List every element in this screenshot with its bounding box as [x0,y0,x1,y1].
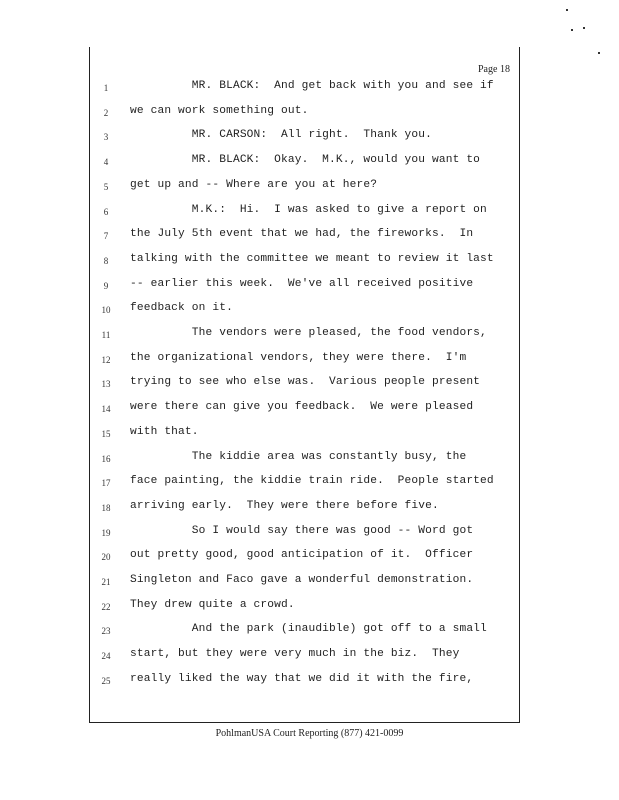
line-text: the organizational vendors, they were there. I'm [130,351,467,364]
line-number: 5 [103,181,109,192]
line-number: 21 [101,577,111,587]
line-number: 13 [101,379,111,390]
line-text: The kiddie area was constantly busy, the [130,450,467,463]
line-number: 14 [101,404,111,415]
line-text: MR. BLACK: Okay. M.K., would you want to [130,154,481,167]
line-text: MR. CARSON: All right. Thank you. [130,129,432,142]
transcript-line [0,574,619,590]
scan-speck [598,52,600,54]
line-text: The vendors were pleased, the food vendors, [130,327,487,339]
line-number: 2 [103,107,109,118]
line-text: arriving early. They were there before five. [130,499,439,512]
transcript-line [0,80,619,96]
transcript-line [0,352,619,368]
transcript-line [0,623,619,639]
page-number: Page 18 [478,64,510,75]
transcript-line [0,673,619,689]
line-text: Singleton and Faco gave a wonderful demonstration. [130,574,474,586]
transcript-line [0,599,619,615]
line-number: 12 [101,354,111,365]
transcript-line [0,525,619,541]
transcript-line [0,129,619,145]
line-number: 8 [103,255,109,266]
scan-speck [583,27,585,29]
line-text: feedback on it. [130,302,233,315]
line-number: 24 [101,651,111,662]
line-text: really liked the way that we did it with the fire, [130,672,474,685]
line-text: the July 5th event that we had, the fireworks. In [130,228,474,241]
line-text: start, but they were very much in the biz. They [130,648,460,661]
line-text: were there can give you feedback. We were pleased [130,401,474,414]
line-number: 19 [101,527,111,538]
line-text: with that. [130,425,199,438]
line-number: 10 [101,305,111,316]
transcript-line [0,451,619,467]
transcript-line [0,154,619,170]
transcript-line [0,648,619,664]
line-number: 23 [101,626,111,637]
line-text: get up and -- Where are you at here? [130,178,378,191]
court-reporter-footer: PohlmanUSA Court Reporting (877) 421-0099 [215,728,404,739]
transcript-line [0,228,619,244]
line-text: out pretty good, good anticipation of it. Officer [130,549,474,562]
line-number: 22 [101,601,111,612]
line-text: They drew quite a crowd. [130,598,295,611]
line-number: 25 [101,675,111,686]
line-number: 18 [101,502,111,513]
line-text: -- earlier this week. We've all received positive [130,277,474,290]
transcript-line [0,179,619,195]
line-text: we can work something out. [130,104,309,117]
line-number: 20 [101,552,111,563]
transcript-line [0,278,619,294]
scan-speck [571,29,573,31]
line-text: MR. BLACK: And get back with you and see if [130,80,494,92]
line-text: And the park (inaudible) got off to a small [130,623,487,636]
transcript-line [0,549,619,565]
transcript-line [0,204,619,220]
transcript-line [0,401,619,417]
transcript-line [0,475,619,491]
transcript-line [0,327,619,343]
line-number: 15 [101,428,111,439]
line-number: 7 [103,231,109,242]
line-number: 6 [103,206,109,217]
line-number: 1 [103,83,109,93]
line-number: 3 [103,132,109,143]
line-text: talking with the committee we meant to review it last [130,252,494,265]
line-number: 17 [101,478,111,489]
transcript-line [0,105,619,121]
transcript-line [0,500,619,516]
line-number: 11 [101,330,111,340]
line-text: So I would say there was good -- Word got [130,524,474,537]
line-number: 4 [103,157,109,168]
page-bottom-rule [89,722,519,723]
transcript-line [0,376,619,392]
transcript-line [0,302,619,318]
transcript-line [0,253,619,269]
line-text: face painting, the kiddie train ride. People started [130,475,494,488]
line-number: 9 [103,280,109,291]
transcript-line [0,426,619,442]
line-number: 16 [101,453,111,464]
line-text: trying to see who else was. Various people present [130,376,481,389]
scan-speck [566,9,568,11]
line-text: M.K.: Hi. I was asked to give a report on [130,203,487,216]
